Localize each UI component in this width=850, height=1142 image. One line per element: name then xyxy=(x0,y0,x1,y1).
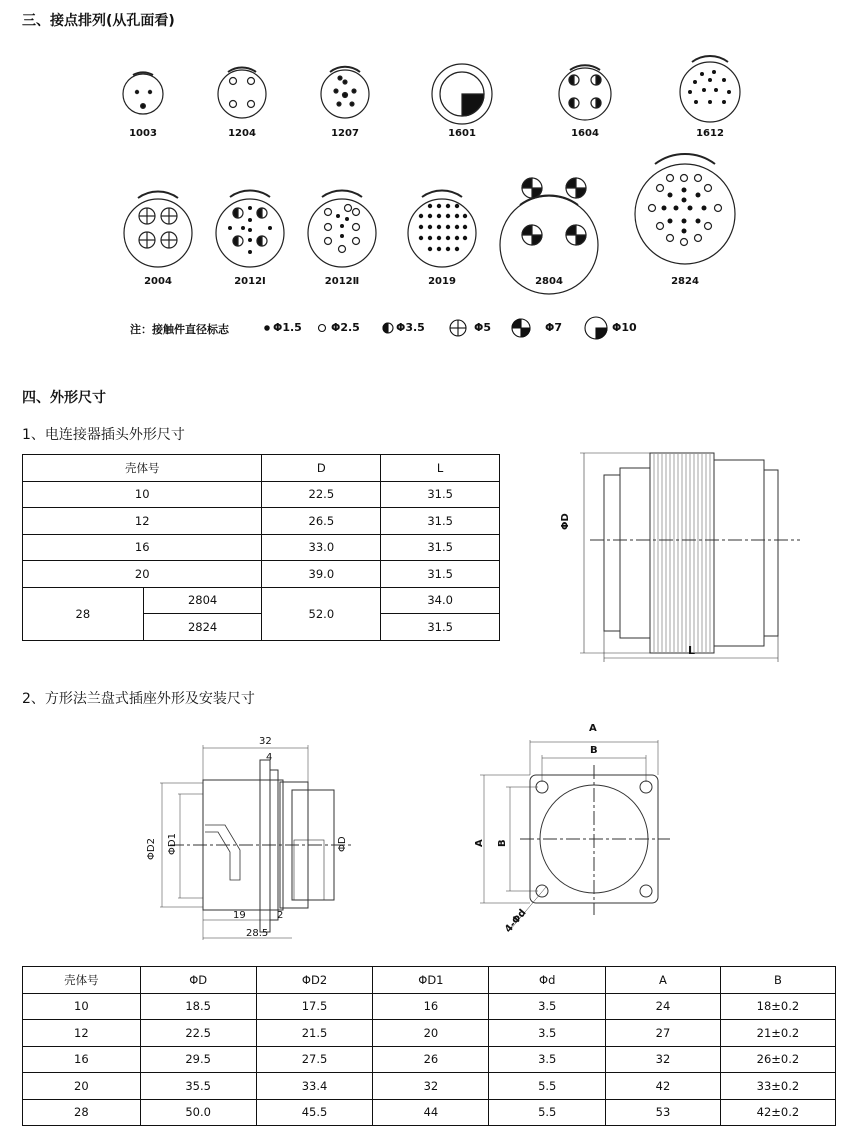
table1-cell-l-2824: 31.5 xyxy=(381,614,500,641)
legend-phi-2-5: Φ2.5 xyxy=(331,321,360,334)
flange-dim-a-vertical: A xyxy=(474,839,485,847)
table2-cell: 45.5 xyxy=(256,1099,373,1126)
socket-side-drawing xyxy=(130,730,370,950)
table2-header-hole: Φd xyxy=(489,967,606,994)
table2-cell: 33±0.2 xyxy=(720,1073,835,1100)
table1-cell-shell-28: 28 xyxy=(23,587,144,640)
table2-cell: 42 xyxy=(606,1073,721,1100)
contact-label-1204: 1204 xyxy=(228,128,256,139)
table1-cell-2824: 2824 xyxy=(143,614,262,641)
subsection-title-plug: 1、电连接器插头外形尺寸 xyxy=(22,427,185,443)
table1-header-shell: 壳体号 xyxy=(23,455,262,482)
table2-cell: 3.5 xyxy=(489,993,606,1020)
table2-cell: 3.5 xyxy=(489,1046,606,1073)
contact-label-1612: 1612 xyxy=(696,128,724,139)
flange-dim-b: B xyxy=(590,745,598,756)
contact-label-2804: 2804 xyxy=(535,276,563,287)
socket-dim-28-5: 28.5 xyxy=(246,928,269,939)
table2-cell: 5.5 xyxy=(489,1073,606,1100)
table2-cell: 18±0.2 xyxy=(720,993,835,1020)
socket-dim-2: 2 xyxy=(277,910,284,921)
table1-header-d: D xyxy=(262,455,381,482)
table1-cell: 31.5 xyxy=(381,534,500,561)
legend-symbols xyxy=(262,316,642,340)
socket-dim-d2: ΦD2 xyxy=(146,838,157,860)
contact-label-1003: 1003 xyxy=(129,128,157,139)
table1-cell: 16 xyxy=(23,534,262,561)
table2-cell: 18.5 xyxy=(140,993,256,1020)
table2-cell: 26±0.2 xyxy=(720,1046,835,1073)
table2-cell: 20 xyxy=(373,1020,489,1047)
table1-cell-2804: 2804 xyxy=(143,587,262,614)
table1-cell: 22.5 xyxy=(262,481,381,508)
contact-label-2019: 2019 xyxy=(428,276,456,287)
plug-outline-drawing xyxy=(560,440,850,670)
plug-dimension-table xyxy=(22,454,500,641)
legend-phi-7: Φ7 xyxy=(545,321,563,334)
legend-phi-5: Φ5 xyxy=(474,321,492,334)
table2-header-shell: 壳体号 xyxy=(23,967,141,994)
table1-cell-d28: 52.0 xyxy=(262,587,381,640)
table1-header-l: L xyxy=(381,455,500,482)
socket-dim-4: 4 xyxy=(266,752,273,763)
legend-phi-3-5: Φ3.5 xyxy=(396,321,425,334)
socket-dim-32: 32 xyxy=(259,736,272,747)
table2-cell: 44 xyxy=(373,1099,489,1126)
table2-cell: 29.5 xyxy=(140,1046,256,1073)
table1-cell: 33.0 xyxy=(262,534,381,561)
table2-cell: 42±0.2 xyxy=(720,1099,835,1126)
socket-dim-d1: ΦD1 xyxy=(167,833,178,855)
contact-label-1601: 1601 xyxy=(448,128,476,139)
plug-dim-d: ΦD xyxy=(560,513,571,530)
table2-cell: 20 xyxy=(23,1073,141,1100)
table2-cell: 3.5 xyxy=(489,1020,606,1047)
table2-cell: 27.5 xyxy=(256,1046,373,1073)
table2-cell: 50.0 xyxy=(140,1099,256,1126)
table2-cell: 28 xyxy=(23,1099,141,1126)
contact-label-1207: 1207 xyxy=(331,128,359,139)
table2-cell: 17.5 xyxy=(256,993,373,1020)
table2-header-b: B xyxy=(720,967,835,994)
contact-label-1604: 1604 xyxy=(571,128,599,139)
table2-cell: 32 xyxy=(606,1046,721,1073)
table2-cell: 12 xyxy=(23,1020,141,1047)
table2-cell: 21.5 xyxy=(256,1020,373,1047)
table2-cell: 22.5 xyxy=(140,1020,256,1047)
table1-cell: 26.5 xyxy=(262,508,381,535)
table1-cell: 31.5 xyxy=(381,481,500,508)
table1-cell: 12 xyxy=(23,508,262,535)
legend-prefix: 注：接触件直径标志 xyxy=(130,323,229,336)
flange-front-drawing xyxy=(470,720,690,940)
table1-cell: 10 xyxy=(23,481,262,508)
table2-header-d1: ΦD1 xyxy=(373,967,489,994)
table2-cell: 32 xyxy=(373,1073,489,1100)
contact-label-2012-ii: 2012Ⅱ xyxy=(324,276,360,287)
flange-dim-hole: 4-Φd xyxy=(503,907,529,936)
table1-cell: 31.5 xyxy=(381,561,500,588)
contact-label-2004: 2004 xyxy=(144,276,172,287)
table2-header-a: A xyxy=(606,967,721,994)
table2-cell: 21±0.2 xyxy=(720,1020,835,1047)
table2-cell: 24 xyxy=(606,993,721,1020)
table2-header-d: ΦD xyxy=(140,967,256,994)
socket-dim-d: ΦD xyxy=(337,836,348,852)
table2-header-d2: ΦD2 xyxy=(256,967,373,994)
plug-dim-l: L xyxy=(688,644,696,657)
table2-cell: 35.5 xyxy=(140,1073,256,1100)
table2-cell: 10 xyxy=(23,993,141,1020)
socket-dim-19: 19 xyxy=(233,910,246,921)
table2-cell: 16 xyxy=(23,1046,141,1073)
table2-cell: 33.4 xyxy=(256,1073,373,1100)
table2-cell: 16 xyxy=(373,993,489,1020)
section-title-contact-arrangement: 三、接点排列(从孔面看) xyxy=(22,13,175,29)
socket-dimension-table xyxy=(22,966,836,1126)
flange-dim-b-vertical: B xyxy=(497,839,508,847)
table1-cell: 20 xyxy=(23,561,262,588)
table2-cell: 26 xyxy=(373,1046,489,1073)
subsection-title-socket: 2、方形法兰盘式插座外形及安装尺寸 xyxy=(22,691,255,707)
contact-arrangement-diagrams xyxy=(0,40,850,350)
table1-cell: 31.5 xyxy=(381,508,500,535)
flange-dim-a: A xyxy=(589,723,597,734)
section-title-dimensions: 四、外形尺寸 xyxy=(22,390,106,406)
contact-label-2824: 2824 xyxy=(671,276,699,287)
table2-cell: 53 xyxy=(606,1099,721,1126)
contact-label-2012-i: 2012Ⅰ xyxy=(234,276,266,287)
table1-cell: 39.0 xyxy=(262,561,381,588)
legend-phi-10: Φ10 xyxy=(612,321,637,334)
table2-cell: 5.5 xyxy=(489,1099,606,1126)
legend-phi-1-5: Φ1.5 xyxy=(273,321,302,334)
table2-cell: 27 xyxy=(606,1020,721,1047)
table1-cell-l-2804: 34.0 xyxy=(381,587,500,614)
